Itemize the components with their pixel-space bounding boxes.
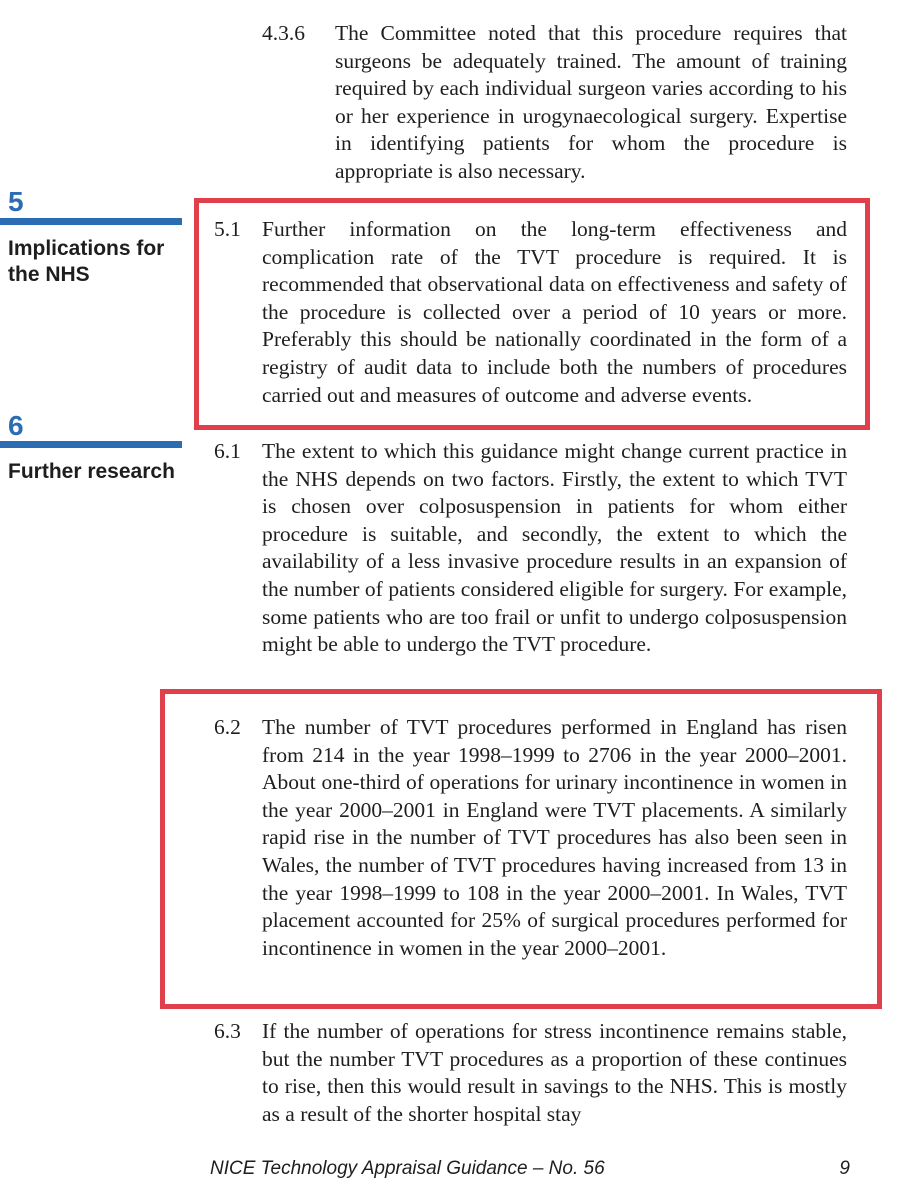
paragraph-4-3-6 xyxy=(262,20,847,186)
section-6-title: Further research xyxy=(8,460,175,483)
section-5-title: Implications for the NHS xyxy=(8,237,165,286)
paragraph-text: The extent to which this guidance might change current practice in the NHS depends on two factors. Firstly, the extent to which TVT is chosen over colposuspension in patients for whom either procedure is suitable, and secondly, the extent to which the availability of a less invasive procedure results in an expansion of the number of patients considered eligible for surgery. For example, some patients who are too frail or unfit to undergo colposuspension might be able to undergo the TVT procedure. xyxy=(262,439,847,657)
footer-title: NICE Technology Appraisal Guidance – No. 56 xyxy=(210,1158,605,1179)
highlight-box-5-1 xyxy=(194,198,870,430)
paragraph-text: The number of TVT procedures performed in England has risen from 214 in the year 1998–1999 to 2706 in the year 2000–2001. About one-third of operations for urinary incontinence in women in the year 2000–2001 in England were TVT placements. A similarly rapid rise in the number of TVT procedures has also been seen in Wales, the number of TVT procedures having increased from 13 in the year 1998–1999 to 108 in the year 2000–2001. In Wales, TVT placement accounted for 25% of surgical procedures performed for incontinence in women in the year 2000–2001. xyxy=(262,715,847,960)
paragraph-text: The Committee noted that this procedure requires that surgeons be adequately trained. The amount of training required by each individual surgeon varies according to his or her experience in urogynaecological surgery. Expertise in identifying patients for whom the procedure is appropriate is also necessary. xyxy=(335,21,847,183)
paragraph-6-1 xyxy=(214,438,847,659)
section-6-number: 6 xyxy=(8,410,24,441)
paragraph-number: 6.1 xyxy=(214,439,241,463)
section-6-rule xyxy=(0,441,182,448)
section-5-number: 5 xyxy=(8,186,24,217)
page-number: 9 xyxy=(839,1158,850,1179)
paragraph-text: If the number of operations for stress incontinence remains stable, but the number TVT procedures as a proportion of these continues to rise, then this would result in savings to the NHS. This is mostly as a result of the shorter hospital stay xyxy=(262,1019,847,1126)
highlight-box-6-2 xyxy=(160,689,882,1009)
paragraph-number: 5.1 xyxy=(214,217,241,241)
paragraph-text: Further information on the long-term effectiveness and complication rate of the TVT procedure is required. It is recommended that observational data on effectiveness and safety of the procedure is collected over a period of 10 years or more. Preferably this should be nationally coordinated in the form of a registry of audit data to include both the numbers of procedures carried out and measures of outcome and adverse events. xyxy=(262,217,847,407)
section-5-rule xyxy=(0,218,182,225)
paragraph-number: 6.3 xyxy=(214,1019,241,1043)
paragraph-number: 4.3.6 xyxy=(262,21,305,45)
paragraph-number: 6.2 xyxy=(214,715,241,739)
paragraph-6-3 xyxy=(214,1018,847,1128)
